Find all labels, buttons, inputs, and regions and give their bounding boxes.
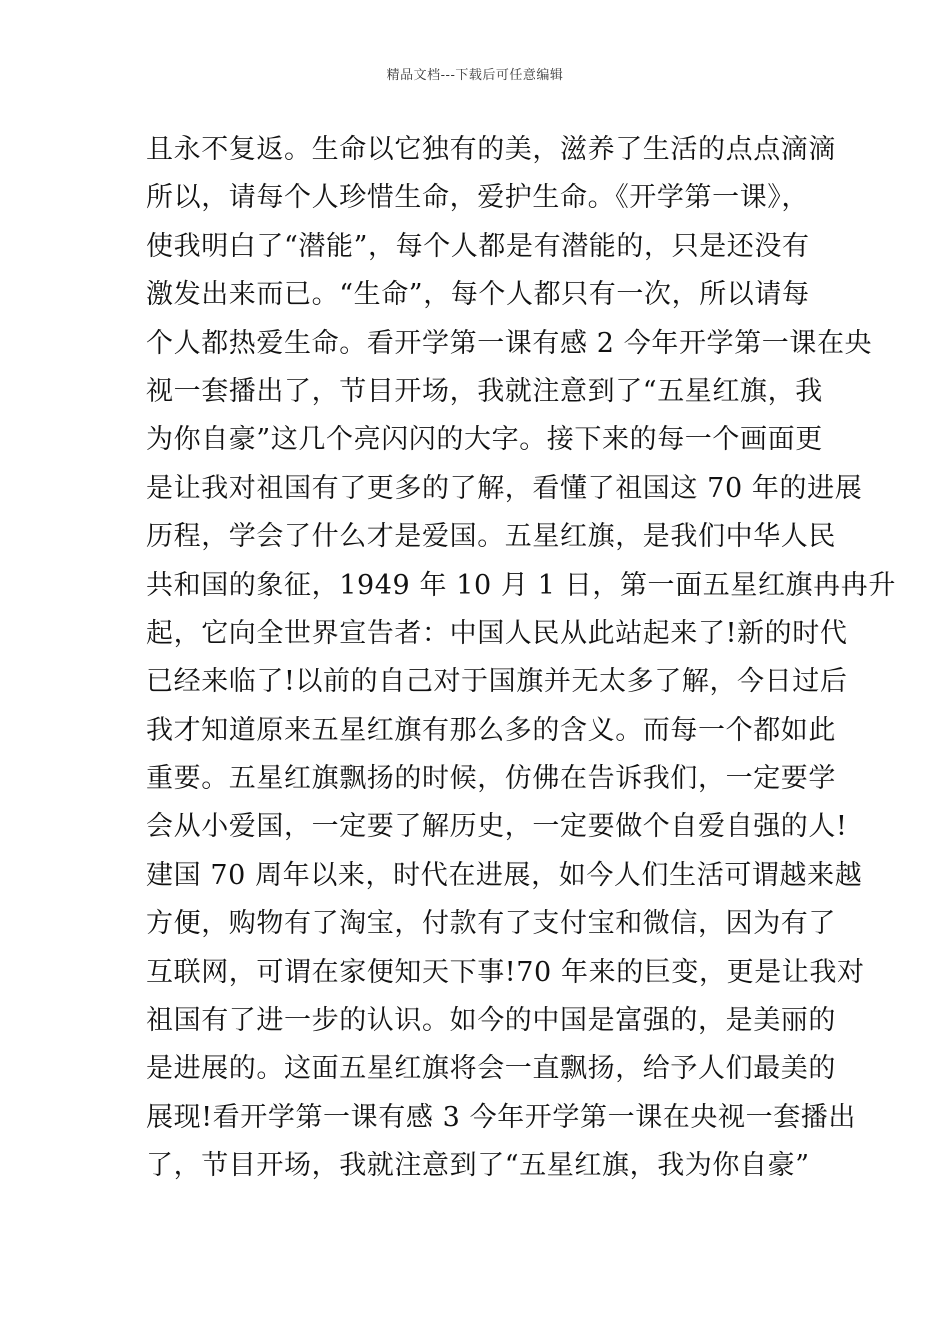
text-line: 了，节目开场，我就注意到了“五星红旗，我为你自豪”	[146, 1150, 810, 1182]
text-line: 建国 70 周年以来，时代在进展，如今人们生活可谓越来越	[146, 859, 863, 891]
text-line: 展现!看开学第一课有感 3 今年开学第一课在央视一套播出	[146, 1101, 856, 1133]
page-header: 精品文档---下载后可任意编辑	[386, 68, 564, 83]
text-line: 是进展的。这面五星红旗将会一直飘扬，给予人们最美的	[146, 1053, 836, 1085]
text-line: 使我明白了“潜能”，每个人都是有潜能的，只是还没有	[146, 230, 810, 262]
text-line: 我才知道原来五星红旗有那么多的含义。而每一个都如此	[146, 714, 836, 746]
text-line: 祖国有了进一步的认识。如今的中国是富强的，是美丽的	[146, 1005, 836, 1037]
text-line: 起，它向全世界宣告者：中国人民从此站起来了!新的时代	[146, 617, 848, 649]
text-line: 且永不复返。生命以它独有的美，滋养了生活的点点滴滴	[146, 134, 836, 165]
text-line: 重要。五星红旗飘扬的时候，仿佛在告诉我们，一定要学	[146, 763, 836, 795]
text-line: 所以，请每个人珍惜生命，爱护生命。《开学第一课》，	[146, 182, 809, 214]
body-text	[146, 126, 896, 1191]
text-line: 互联网，可谓在家便知天下事!70 年来的巨变，更是让我对	[146, 956, 865, 988]
text-line: 个人都热爱生命。看开学第一课有感 2 今年开学第一课在央	[146, 327, 873, 359]
text-line: 已经来临了!以前的自己对于国旗并无太多了解，今日过后	[146, 666, 848, 698]
text-line: 是让我对祖国有了更多的了解，看懂了祖国这 70 年的进展	[146, 472, 863, 504]
text-line: 为你自豪”这几个亮闪闪的大字。接下来的每一个画面更	[146, 424, 823, 456]
text-line: 激发出来而已。“生命”，每个人都只有一次，所以请每	[146, 279, 810, 311]
text-line: 会从小爱国，一定要了解历史，一定要做个自爱自强的人!	[146, 811, 848, 843]
text-line: 视一套播出了，节目开场，我就注意到了“五星红旗，我	[146, 375, 823, 407]
text-line: 共和国的象征，1949 年 10 月 1 日，第一面五星红旗冉冉升	[146, 569, 896, 601]
text-line: 方便，购物有了淘宝，付款有了支付宝和微信，因为有了	[146, 908, 836, 940]
text-line: 历程，学会了什么才是爱国。五星红旗，是我们中华人民	[146, 521, 836, 553]
